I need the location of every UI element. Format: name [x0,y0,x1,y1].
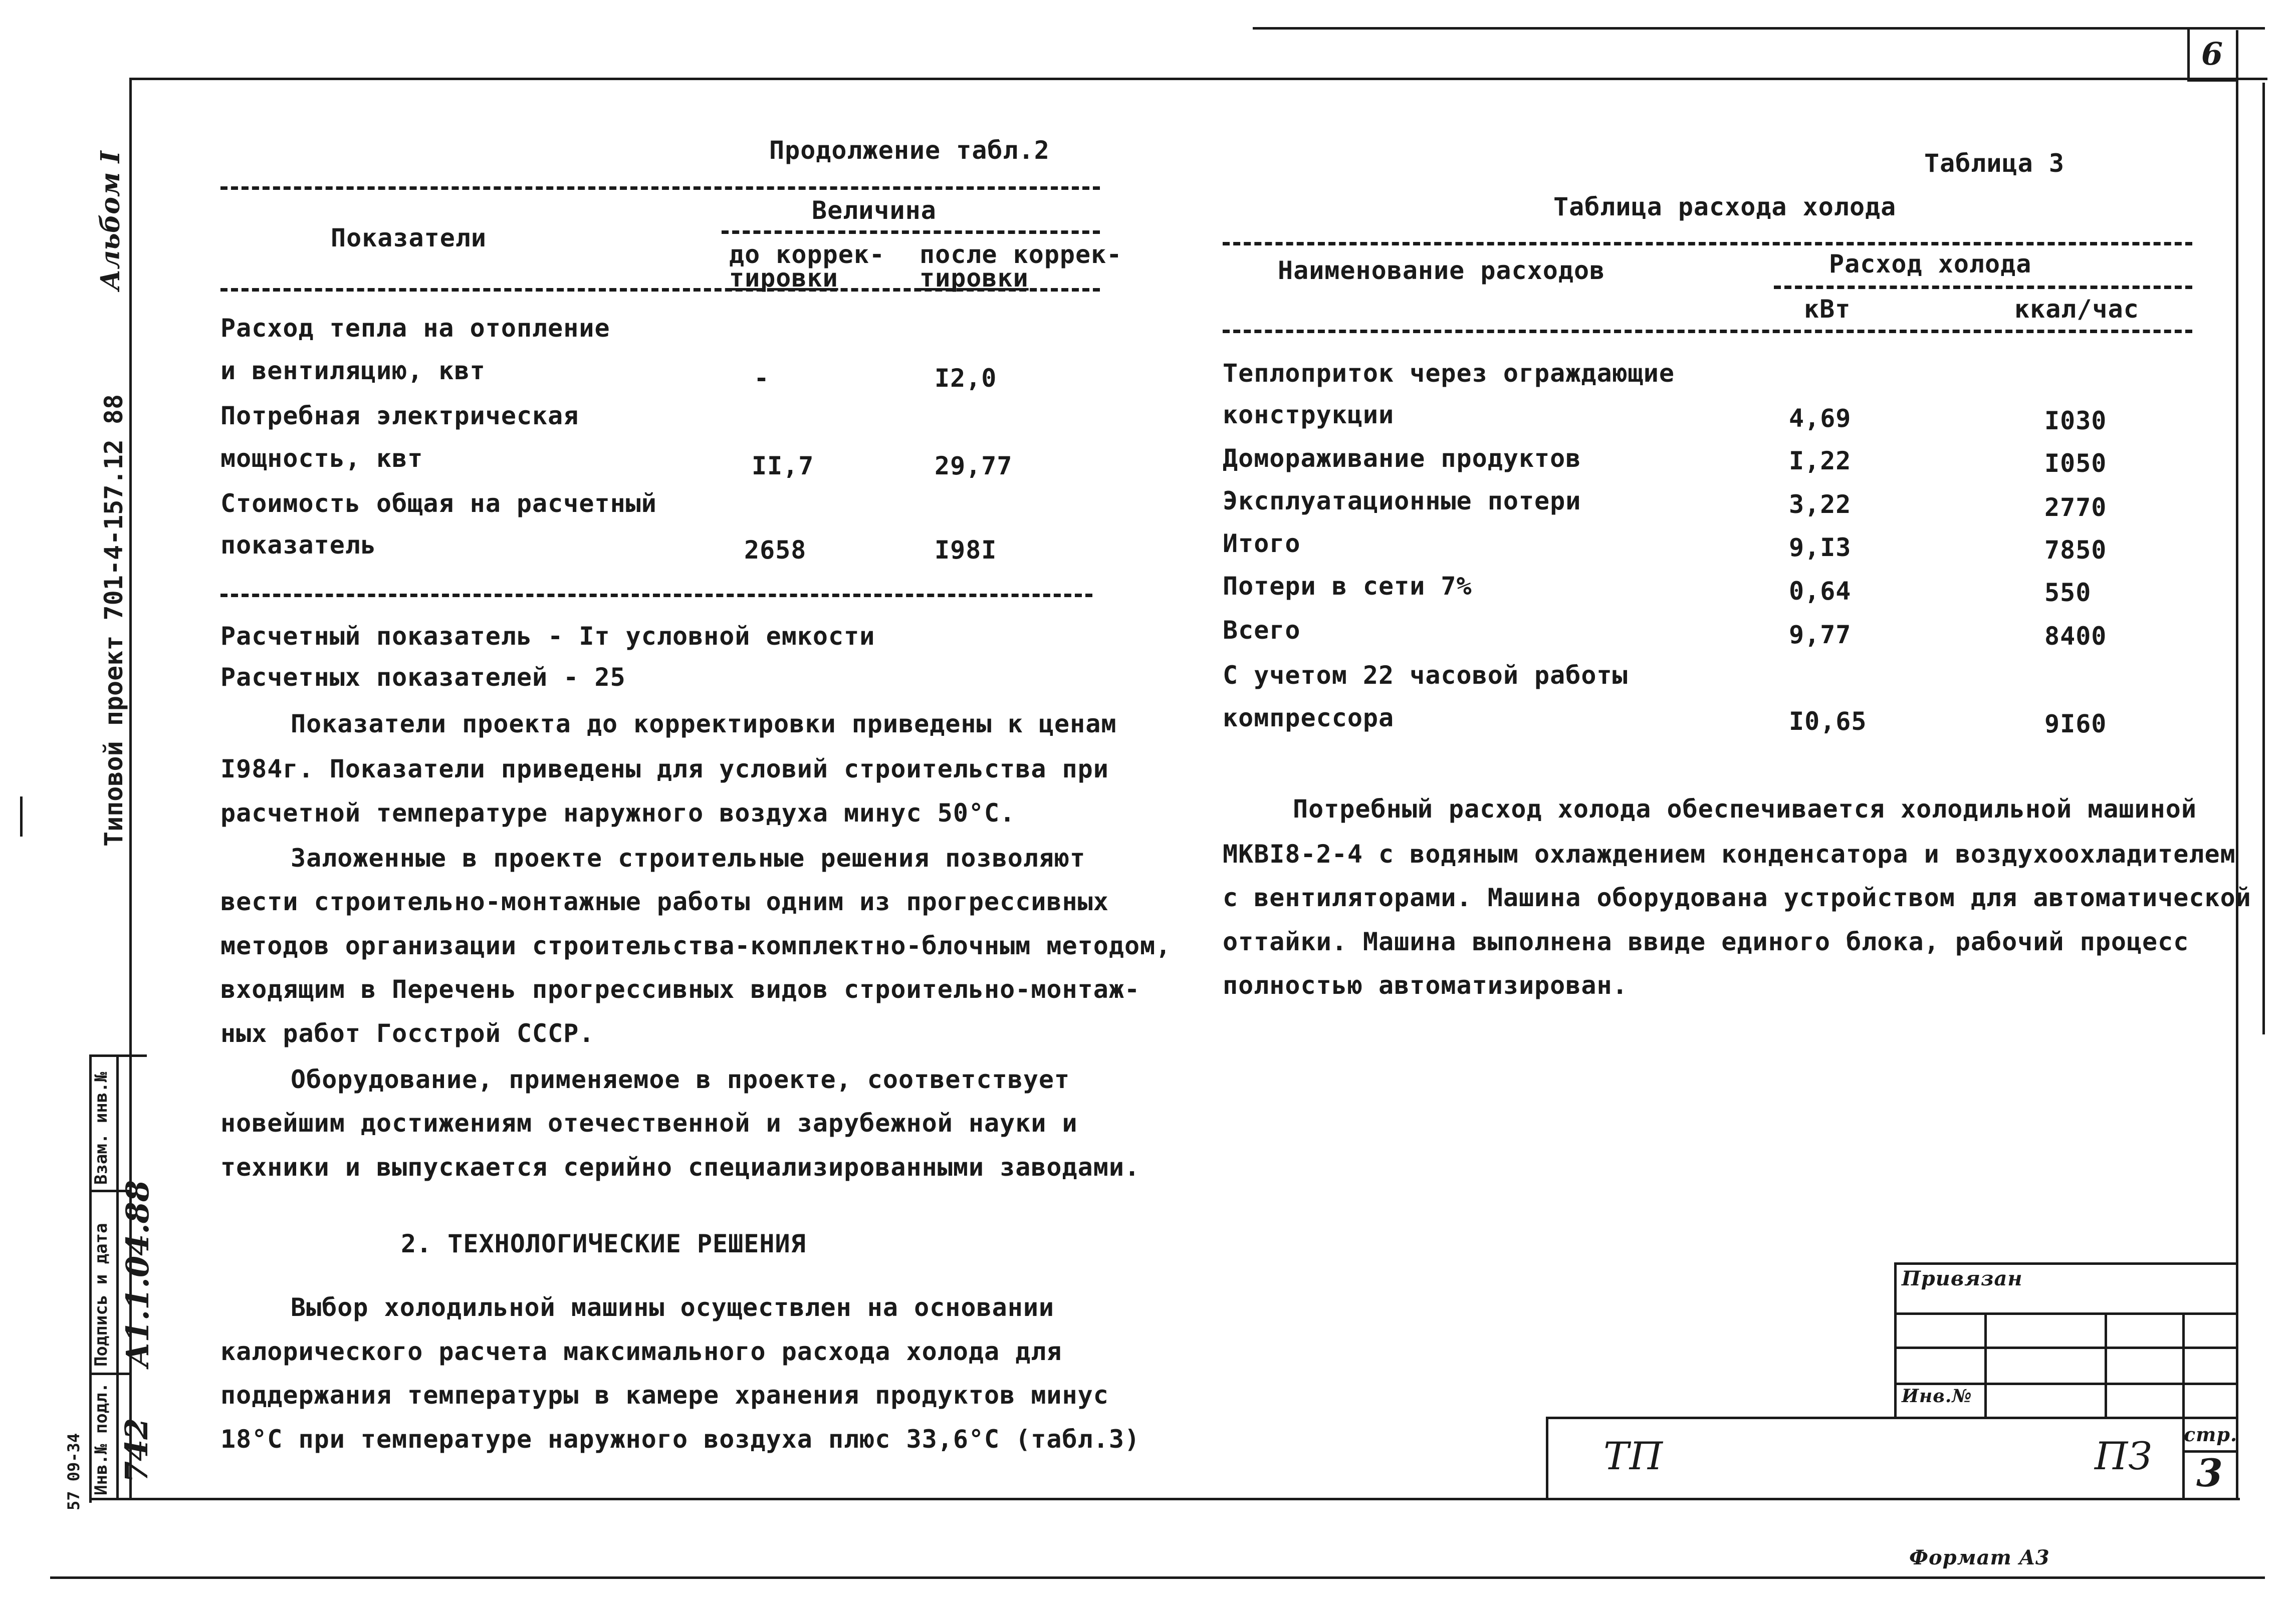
left-p2-l4: входящим в Перечень прогрессивных видов строительно-монтаж- [220,975,1140,1004]
left-row1-after: I2,0 [935,364,997,393]
left-row3-line1: Стоимость общая на расчетный [220,489,657,518]
left-col-indicator: Показатели [331,223,487,252]
right-row6-name: Всего [1223,616,1301,645]
left-p1-l2: I984г. Показатели приведены для условий строительства при [220,754,1109,783]
left-p1-l1: Показатели проекта до корректировки приведены к ценам [291,709,1117,738]
left-row3-after: I98I [935,536,997,565]
left-p2-l5: ных работ Госстрой СССР. [220,1019,595,1048]
right-table-number: Таблица 3 [1924,149,2064,178]
frame-top-line [130,78,2267,80]
tb-code-tp: ТП [1603,1434,1663,1478]
left-row1-line2: и вентиляцию, квт [220,356,486,385]
right-row7-kcal: 9I60 [2044,709,2107,738]
right-table-subhead-rule [1774,286,2192,289]
tb-col3 [2182,1312,2185,1418]
margin-stamp-row2 [89,1373,132,1375]
right-col-kw: кВт [1804,295,1851,324]
right-table-top-rule [1223,242,2192,245]
tb-col1 [1984,1312,1987,1418]
right-p-l5: полностью автоматизирован. [1223,971,1628,1000]
right-row4-name: Итого [1223,529,1301,558]
sheet-number: 6 [2201,36,2224,72]
left-col-before-1: до коррек- [729,240,885,269]
left-p3-l3: техники и выпускается серийно специализированными заводами. [220,1153,1140,1182]
left-row2-after: 29,77 [935,451,1013,480]
right-row3-name: Эксплуатационные потери [1223,486,1581,515]
left-p4-l4: 18°С при температуре наружного воздуха плюс 33,6°С (табл.3) [220,1425,1140,1454]
left-row1-line1: Расход тепла на отопление [220,314,610,343]
left-row2-before: II,7 [752,451,814,480]
left-table-head-rule [220,288,1100,292]
margin-stamp-number: 57 09-34 [64,1433,83,1510]
left-table-caption: Продолжение табл.2 [769,136,1050,165]
right-row7-line1: С учетом 22 часовой работы [1223,661,1628,690]
format-label: Формат A3 [1909,1546,2050,1569]
right-p-l2: МКВI8-2-4 с водяным охлаждением конденсатора и воздухоохладителем [1223,840,2236,869]
right-table-head-rule [1223,330,2192,333]
left-row2-line2: мощность, квт [220,444,423,473]
margin-inv-handwritten: 742 [118,1418,155,1483]
left-col-before-2: тировки [729,263,838,293]
right-p-l1: Потребный расход холода обеспечивается холодильной машиной [1293,794,2197,824]
frame-right-outer-line [2262,83,2265,1034]
page-bottom-line [50,1576,2265,1579]
top-border-line [1253,27,2265,30]
right-row4-kcal: 7850 [2044,536,2107,565]
left-table-bottom-rule [220,594,1092,597]
section-heading: 2. ТЕХНОЛОГИЧЕСКИЕ РЕШЕНИЯ [401,1229,806,1258]
right-row1-line1: Теплоприток через ограждающие [1223,359,1675,388]
left-p2-l3: методов организации строительства-комплектно-блочным методом, [220,931,1172,960]
album-label: Альбом I [95,151,126,291]
right-col-consumption: Расход холода [1829,249,2032,279]
left-p4-l2: калорического расчета максимального расхода холода для [220,1337,1062,1366]
right-row4-kw: 9,I3 [1789,533,1852,562]
left-row1-before: - [754,364,770,393]
right-row1-line2: конструкции [1223,400,1395,429]
margin-podpis-label: Подпись и дата [91,1223,111,1367]
left-p1-l3: расчетной температуре наружного воздуха минус 50°С. [220,798,1016,828]
tb-col2 [2105,1312,2107,1418]
tb-code-pz: ПЗ [2095,1434,2153,1478]
left-p3-l2: новейшим достижениям отечественной и зарубежной науки и [220,1109,1078,1138]
right-col-kcal: ккал/час [2014,295,2139,324]
right-row5-kcal: 550 [2044,578,2092,607]
right-row1-kcal: I030 [2044,406,2107,435]
margin-vzam-label: Взам. инв.№ [91,1072,111,1185]
left-row3-line2: показатель [220,530,377,560]
left-table-subhead-rule [722,230,1100,234]
frame-left-dash [20,796,23,837]
left-row2-line1: Потребная электрическая [220,401,579,430]
margin-inv-label: Инв.№ подл. [91,1382,111,1495]
right-row7-kw: I0,65 [1789,707,1867,736]
left-p3-l1: Оборудование, применяемое в проекте, соответствует [291,1065,1070,1094]
left-p2-l2: вести строительно-монтажные работы одним из прогрессивных [220,887,1109,916]
left-col-after-1: после коррек- [920,240,1122,269]
right-col-name: Наименование расходов [1278,256,1605,285]
project-label: Типовой проект 701-4-157.12 88 [99,394,128,847]
right-row7-line2: компрессора [1223,703,1395,732]
right-row2-kcal: I050 [2044,449,2107,478]
right-row6-kw: 9,77 [1789,620,1852,649]
tb-page-number: 3 [2196,1451,2223,1495]
right-row5-name: Потери в сети 7% [1223,572,1472,601]
tb-privyazan-label: Привязан [1902,1267,2023,1290]
right-row3-kw: 3,22 [1789,490,1852,519]
left-row3-before: 2658 [744,536,807,565]
left-table-top-rule [220,186,1100,190]
left-text-line2: Расчетных показателей - 25 [220,663,626,692]
left-col-after-2: тировки [920,263,1029,293]
right-row3-kcal: 2770 [2044,493,2107,522]
right-table-title: Таблица расхода холода [1553,192,1897,221]
right-row1-kw: 4,69 [1789,404,1852,433]
right-p-l3: с вентиляторами. Машина оборудована устройством для автоматической [1223,883,2251,912]
right-row5-kw: 0,64 [1789,577,1852,606]
left-p2-l1: Заложенные в проекте строительные решения позволяют [291,844,1086,873]
margin-date-handwritten: А1.1.04.88 [119,1180,156,1368]
left-col-value: Величина [812,196,937,225]
tb-page-label: стр. [2184,1423,2238,1446]
right-row6-kcal: 8400 [2044,622,2107,651]
right-p-l4: оттайки. Машина выполнена ввиде единого блока, рабочий процесс [1223,927,2189,956]
right-row2-kw: I,22 [1789,446,1852,475]
right-row2-name: Домораживание продуктов [1223,444,1581,473]
left-p4-l3: поддержания температуры в камере хранения продуктов минус [220,1381,1109,1410]
left-text-line1: Расчетный показатель - Iт условной емкости [220,622,875,651]
left-p4-l1: Выбор холодильной машины осуществлен на основании [291,1293,1055,1322]
tb-inv-label: Инв.№ [1902,1386,1972,1407]
